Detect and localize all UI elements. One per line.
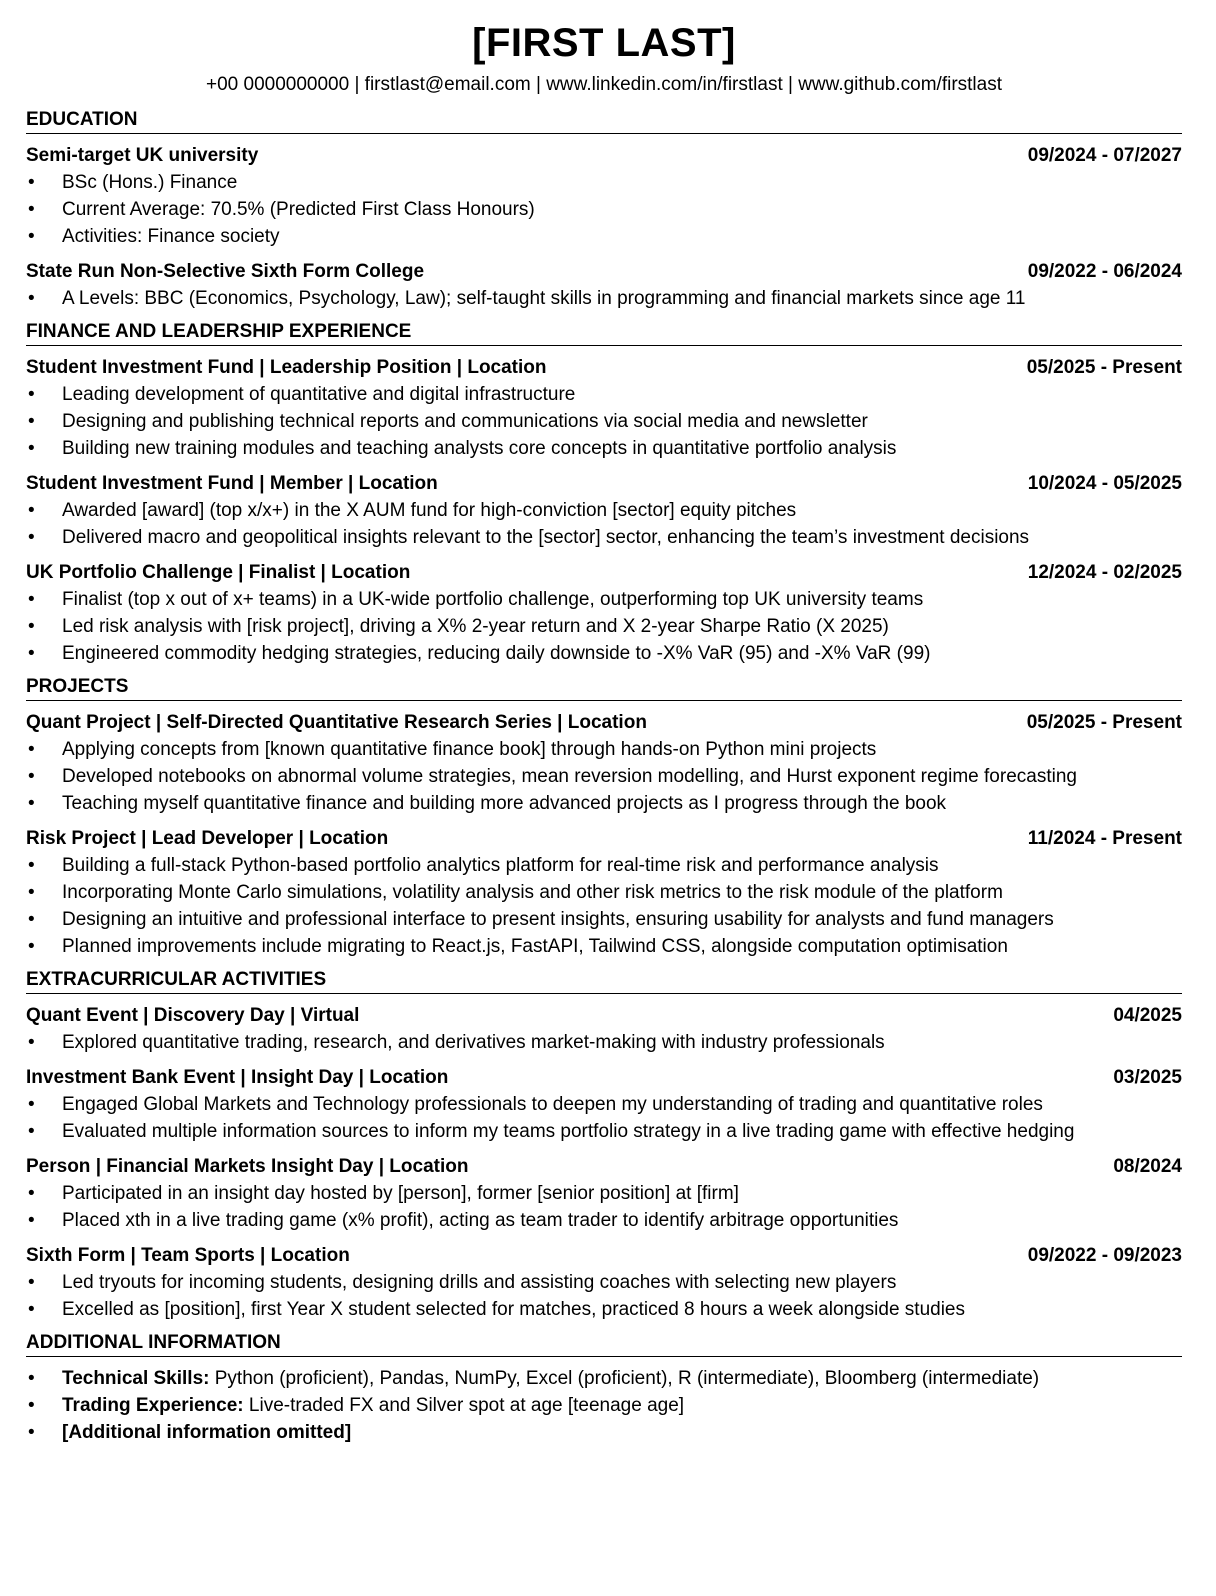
entry-date: 12/2024 - 02/2025 xyxy=(1027,562,1182,583)
entry-header xyxy=(26,142,1182,169)
bullet-item: • Teaching myself quantitative finance and building more advanced projects as I progress through the book xyxy=(26,790,1182,817)
additional-item-text: Live-traded FX and Silver spot at age [teenage age] xyxy=(243,1395,685,1416)
entry-date: 04/2025 xyxy=(1113,1005,1182,1026)
entry-bullets xyxy=(26,497,1182,551)
entry-header xyxy=(26,1064,1182,1091)
resume-entry xyxy=(26,142,1182,250)
entry-header xyxy=(26,825,1182,852)
bullet-item: • Current Average: 70.5% (Predicted First Class Honours) xyxy=(26,196,1182,223)
bullet-item: • Awarded [award] (top x/x+) in the X AUM fund for high-conviction [sector] equity pitches xyxy=(26,497,1182,524)
entry-title: UK Portfolio Challenge | Finalist | Location xyxy=(26,562,411,583)
bullet-item: • Explored quantitative trading, research, and derivatives market-making with industry professionals xyxy=(26,1029,1182,1056)
bullet-item: • Planned improvements include migrating to React.js, FastAPI, Tailwind CSS, alongside computation optimisation xyxy=(26,933,1182,960)
entry-date: 09/2024 - 07/2027 xyxy=(1027,145,1182,166)
bullet-item: • Applying concepts from [known quantitative finance book] through hands-on Python mini projects xyxy=(26,736,1182,763)
bullet-item: • BSc (Hons.) Finance xyxy=(26,169,1182,196)
resume-entry xyxy=(26,559,1182,667)
entry-title: Student Investment Fund | Leadership Position | Location xyxy=(26,357,547,378)
entry-title: Investment Bank Event | Insight Day | Location xyxy=(26,1067,449,1088)
bullet-item: • Finalist (top x out of x+ teams) in a UK-wide portfolio challenge, outperforming top UK university teams xyxy=(26,586,1182,613)
bullet-item: • Evaluated multiple information sources to inform my teams portfolio strategy in a live trading game with effective hedging xyxy=(26,1118,1182,1145)
entry-bullets xyxy=(26,852,1182,960)
resume-entry xyxy=(26,1242,1182,1323)
entry-title: Person | Financial Markets Insight Day | Location xyxy=(26,1156,469,1177)
bullet-item: • Leading development of quantitative and digital infrastructure xyxy=(26,381,1182,408)
resume-entry xyxy=(26,1002,1182,1056)
bullet-item: • Building new training modules and teaching analysts core concepts in quantitative portfolio analysis xyxy=(26,435,1182,462)
bullet-item: • Developed notebooks on abnormal volume strategies, mean reversion modelling, and Hurst exponent regime forecasting xyxy=(26,763,1182,790)
entry-title: Risk Project | Lead Developer | Location xyxy=(26,828,389,849)
bullet-item: • Led risk analysis with [risk project], driving a X% 2-year return and X 2-year Sharpe Ratio (X 2025) xyxy=(26,613,1182,640)
bullet-item: • Led tryouts for incoming students, designing drills and assisting coaches with selecting new players xyxy=(26,1269,1182,1296)
bullet-item: • Incorporating Monte Carlo simulations, volatility analysis and other risk metrics to the risk module of the platform xyxy=(26,879,1182,906)
section-title: EDUCATION xyxy=(26,108,1182,134)
entry-bullets xyxy=(26,381,1182,462)
bullet-item: • Designing an intuitive and professional interface to present insights, ensuring usability for analysts and fund managers xyxy=(26,906,1182,933)
section-finance-and-leadership-experience xyxy=(26,320,1182,667)
entry-title: Quant Event | Discovery Day | Virtual xyxy=(26,1005,360,1026)
resume-entry xyxy=(26,709,1182,817)
entry-date: 05/2025 - Present xyxy=(1026,357,1182,378)
entry-bullets xyxy=(26,736,1182,817)
entry-header xyxy=(26,354,1182,381)
section-extracurricular-activities xyxy=(26,968,1182,1323)
bullet-item: • Placed xth in a live trading game (x% profit), acting as team trader to identify arbitrage opportunities xyxy=(26,1207,1182,1234)
entry-date: 03/2025 xyxy=(1113,1067,1182,1088)
bullet-item: • Activities: Finance society xyxy=(26,223,1182,250)
contact-line: +00 0000000000 | firstlast@email.com | www.linkedin.com/in/firstlast | www.github.com/firstlast xyxy=(206,74,1002,95)
additional-item-text: Python (proficient), Pandas, NumPy, Excel (proficient), R (intermediate), Bloomberg (intermediate) xyxy=(209,1368,1040,1389)
entry-date: 09/2022 - 06/2024 xyxy=(1027,261,1182,282)
entry-header xyxy=(26,258,1182,285)
entry-title: State Run Non-Selective Sixth Form College xyxy=(26,261,425,282)
resume-entry xyxy=(26,470,1182,551)
resume-entry xyxy=(26,825,1182,960)
bullet-item: • Engaged Global Markets and Technology professionals to deepen my understanding of trading and quantitative roles xyxy=(26,1091,1182,1118)
section-title: ADDITIONAL INFORMATION xyxy=(26,1331,1182,1357)
entry-header xyxy=(26,559,1182,586)
entry-bullets xyxy=(26,285,1182,312)
entry-date: 10/2024 - 05/2025 xyxy=(1027,473,1182,494)
resume-entry xyxy=(26,258,1182,312)
section-projects xyxy=(26,675,1182,960)
additional-item xyxy=(26,1365,1182,1392)
resume-entry xyxy=(26,1153,1182,1234)
bullet-item: • Participated in an insight day hosted by [person], former [senior position] at [firm] xyxy=(26,1180,1182,1207)
entry-date: 11/2024 - Present xyxy=(1027,828,1182,849)
section-additional-information xyxy=(26,1331,1182,1446)
entry-header xyxy=(26,1002,1182,1029)
entry-header xyxy=(26,1153,1182,1180)
entry-bullets xyxy=(26,169,1182,250)
bullet-item: • Engineered commodity hedging strategies, reducing daily downside to -X% VaR (95) and -X% VaR (99) xyxy=(26,640,1182,667)
entry-title: Student Investment Fund | Member | Location xyxy=(26,473,438,494)
additional-item-label: Technical Skills: xyxy=(62,1368,210,1389)
section-title: EXTRACURRICULAR ACTIVITIES xyxy=(26,968,1182,994)
resume-sections xyxy=(26,108,1182,1323)
additional-item-label: Trading Experience: xyxy=(62,1395,244,1416)
entry-date: 05/2025 - Present xyxy=(1026,712,1182,733)
bullet-item: • Designing and publishing technical reports and communications via social media and newsletter xyxy=(26,408,1182,435)
section-title: PROJECTS xyxy=(26,675,1182,701)
additional-item xyxy=(26,1392,1182,1419)
entry-bullets xyxy=(26,1029,1182,1056)
entry-title: Sixth Form | Team Sports | Location xyxy=(26,1245,350,1266)
section-title: FINANCE AND LEADERSHIP EXPERIENCE xyxy=(26,320,1182,346)
additional-item xyxy=(26,1419,1182,1446)
entry-bullets xyxy=(26,586,1182,667)
entry-header xyxy=(26,1242,1182,1269)
resume-entry xyxy=(26,354,1182,462)
additional-list xyxy=(26,1365,1182,1446)
entry-header xyxy=(26,709,1182,736)
bullet-item: • Delivered macro and geopolitical insights relevant to the [sector] sector, enhancing the team’s investment decisions xyxy=(26,524,1182,551)
entry-bullets xyxy=(26,1180,1182,1234)
section-education xyxy=(26,108,1182,312)
entry-bullets xyxy=(26,1269,1182,1323)
bullet-item: • A Levels: BBC (Economics, Psychology, Law); self-taught skills in programming and financial markets since age 11 xyxy=(26,285,1182,312)
entry-date: 09/2022 - 09/2023 xyxy=(1027,1245,1182,1266)
resume-entry xyxy=(26,1064,1182,1145)
bullet-item: • Excelled as [position], first Year X student selected for matches, practiced 8 hours a week alongside studies xyxy=(26,1296,1182,1323)
entry-title: Semi-target UK university xyxy=(26,145,259,166)
candidate-name: [FIRST LAST] xyxy=(472,21,736,65)
entry-bullets xyxy=(26,1091,1182,1145)
entry-date: 08/2024 xyxy=(1113,1156,1182,1177)
entry-header xyxy=(26,470,1182,497)
entry-title: Quant Project | Self-Directed Quantitative Research Series | Location xyxy=(26,712,647,733)
bullet-item: • Building a full-stack Python-based portfolio analytics platform for real-time risk and performance analysis xyxy=(26,852,1182,879)
additional-item-label: [Additional information omitted] xyxy=(62,1422,352,1443)
